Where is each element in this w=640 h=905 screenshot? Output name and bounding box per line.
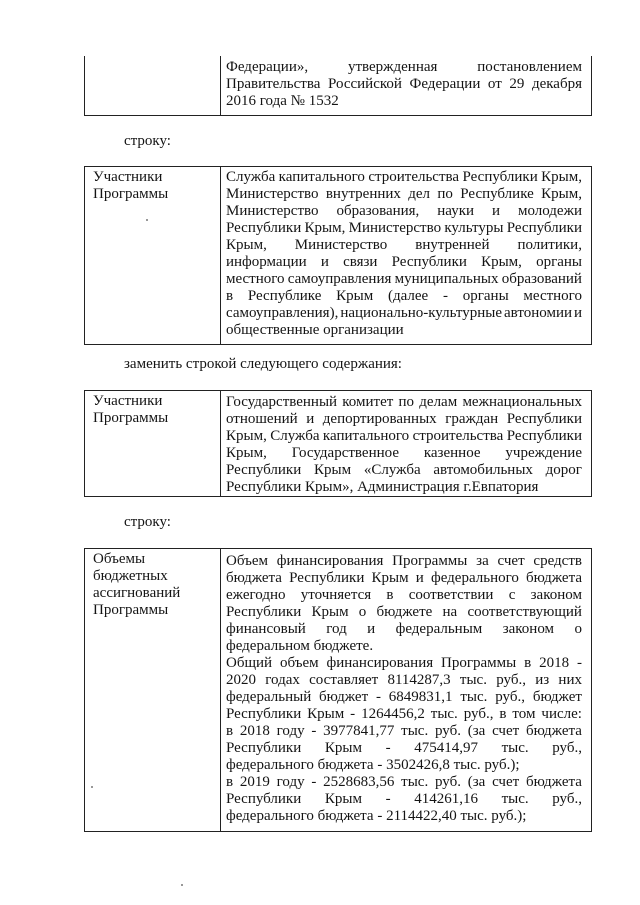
text-word: политики,: [517, 237, 582, 253]
paragraph-stroku-1: строку:: [124, 133, 171, 149]
text-line: [226, 220, 582, 237]
text-word: -: [576, 655, 582, 671]
text-word: тыс.: [430, 706, 458, 722]
text-word: самоуправления: [287, 271, 392, 287]
text-word: -: [375, 689, 381, 705]
text-word: Программы: [392, 553, 468, 569]
text-line: [226, 774, 582, 791]
text-word: 414261,16: [414, 791, 478, 807]
text-word: том: [512, 706, 536, 722]
text-word: капитального: [278, 169, 365, 185]
text-word: в: [226, 723, 234, 739]
text-word: руб.: [434, 723, 461, 739]
text-word: Республики: [226, 462, 302, 478]
text-word: «Служба: [363, 462, 421, 478]
label-line: ассигнований: [93, 585, 181, 601]
text-word: Крым,: [541, 186, 582, 202]
text-word: органы: [462, 288, 509, 304]
table-fragment-text: [226, 59, 582, 110]
text-word: Республике: [460, 186, 534, 202]
text-word: Республики: [226, 706, 302, 722]
text-word: федеральным: [395, 621, 483, 637]
text-word: федерального бюджета - 2114422,40 тыс. руб.);: [226, 808, 527, 824]
label-line: бюджетных: [93, 568, 168, 584]
text-word: Республики: [462, 169, 538, 185]
text-line: [226, 621, 582, 638]
text-word: из: [535, 672, 550, 688]
text-line: [226, 203, 582, 220]
text-word: граждан: [445, 411, 499, 427]
text-word: национально-культурные: [340, 305, 503, 321]
text-word: 6849831,1: [388, 689, 453, 705]
text-word: Крым: [311, 604, 349, 620]
budget-label: [93, 551, 180, 619]
text-word: Объем: [226, 553, 268, 569]
text-word: Программы: [441, 655, 517, 671]
text-word: тыс.: [501, 740, 529, 756]
text-word: годах: [265, 672, 300, 688]
text-word: депортированных: [322, 411, 437, 427]
text-word: Правительства: [226, 76, 321, 92]
text-word: средств: [533, 553, 582, 569]
text-word: внутренних: [325, 186, 401, 202]
text-word: 475414,97: [414, 740, 478, 756]
text-word: федеральный: [226, 689, 312, 705]
text-word: Республики: [506, 411, 582, 427]
text-word: Республики Крым», Администрация г.Евпатория: [226, 479, 539, 495]
text-word: бюджета: [226, 570, 282, 586]
text-word: по: [398, 394, 415, 410]
text-word: счет: [492, 723, 520, 739]
text-line: [226, 706, 582, 723]
text-word: местного: [226, 271, 285, 287]
table-participants-new: [84, 390, 592, 497]
text-word: счет: [497, 553, 525, 569]
text-word: за: [476, 553, 489, 569]
text-word: на: [442, 604, 458, 620]
participants-old-text: [226, 169, 582, 339]
text-word: казенное: [423, 445, 481, 461]
text-word: счет: [492, 774, 520, 790]
text-line: [226, 59, 582, 76]
text-word: учреждение: [505, 445, 582, 461]
text-word: органы: [536, 254, 582, 270]
text-word: Республике: [247, 288, 322, 304]
budget-label-cell: [85, 549, 221, 831]
text-line: [226, 271, 582, 288]
text-word: соответствии: [408, 587, 494, 603]
participants-new-label-cell: [85, 391, 221, 496]
text-word: Министерство: [226, 203, 319, 219]
text-word: отношений: [226, 411, 298, 427]
text-line: [226, 587, 582, 604]
text-word: объем: [279, 655, 319, 671]
text-line: [226, 479, 582, 496]
text-word: постановлением: [477, 59, 582, 75]
text-word: Республики: [506, 428, 582, 444]
text-line: [226, 757, 582, 774]
text-word: финансирования: [326, 655, 434, 671]
paragraph-replace: заменить строкой следующего содержания:: [124, 356, 402, 372]
text-word: Российской: [327, 76, 402, 92]
text-word: -: [311, 774, 317, 790]
text-word: Республики: [226, 220, 302, 236]
text-line: [226, 672, 582, 689]
label-line: Участники: [93, 393, 163, 409]
text-word: Общий: [226, 655, 273, 671]
table-participants-old: [84, 166, 592, 345]
text-word: Крым,: [226, 445, 267, 461]
text-word: (далее: [387, 288, 429, 304]
text-word: тыс.: [401, 723, 429, 739]
text-word: образований: [501, 271, 582, 287]
label-line: Объемы: [93, 551, 146, 567]
text-word: -: [350, 706, 356, 722]
budget-text: [226, 553, 582, 825]
text-word: -: [385, 740, 391, 756]
text-word: образования,: [336, 203, 420, 219]
text-word: строительства: [368, 169, 460, 185]
text-word: Республики: [226, 740, 302, 756]
text-word: финансовый: [226, 621, 306, 637]
text-word: 29: [509, 76, 525, 92]
label-line: Программы: [93, 602, 169, 618]
text-word: и: [306, 411, 315, 427]
scan-speck: [181, 884, 183, 886]
text-word: руб.,: [463, 706, 494, 722]
label-line: Программы: [93, 410, 169, 426]
text-word: Республики: [226, 791, 302, 807]
text-word: федеральном бюджете.: [226, 638, 374, 654]
text-line: [226, 553, 582, 570]
text-word: 2019: [239, 774, 270, 790]
text-line: [226, 570, 582, 587]
scan-speck: [146, 219, 148, 221]
text-word: Республики: [391, 254, 467, 270]
text-word: от: [487, 76, 502, 92]
text-line: [226, 288, 582, 305]
text-word: бюджете: [376, 604, 433, 620]
text-word: (за: [467, 723, 486, 739]
text-word: бюджета: [525, 774, 582, 790]
table-budget: [84, 548, 592, 832]
text-word: бюджета: [525, 723, 582, 739]
text-word: автономии: [503, 305, 572, 321]
text-line: [226, 237, 582, 254]
text-word: году: [276, 774, 305, 790]
text-line: [226, 394, 582, 411]
text-word: Крым: [307, 706, 345, 722]
text-line: [226, 638, 582, 655]
text-line: [226, 428, 582, 445]
text-word: по: [437, 186, 453, 202]
text-line: [226, 604, 582, 621]
text-word: Министерство: [294, 237, 388, 253]
label-line: Программы: [93, 186, 169, 202]
text-word: 2016 года № 1532: [226, 93, 339, 109]
text-word: 8114287,3: [387, 672, 451, 688]
participants-old-label-cell: [85, 167, 221, 344]
text-word: Крым: [324, 791, 362, 807]
text-word: Республики: [289, 570, 365, 586]
participants-new-text: [226, 394, 582, 496]
text-word: бюджета: [526, 570, 582, 586]
text-word: ежегодно: [226, 587, 286, 603]
text-word: Крым,: [481, 254, 522, 270]
text-word: бюджет: [319, 689, 369, 705]
text-word: Государственное: [291, 445, 399, 461]
text-word: году: [276, 723, 305, 739]
text-word: составляет: [309, 672, 379, 688]
text-word: тыс.: [459, 672, 487, 688]
text-word: связи: [343, 254, 378, 270]
text-word: руб.: [434, 774, 461, 790]
text-word: Крым: [324, 740, 362, 756]
text-word: делам: [419, 394, 458, 410]
text-word: соответствующий: [467, 604, 582, 620]
text-word: Крым: [314, 462, 352, 478]
text-word: Республики: [226, 604, 302, 620]
text-word: Министерство: [226, 186, 319, 202]
text-word: внутренней: [415, 237, 490, 253]
text-word: дорог: [545, 462, 582, 478]
text-word: и: [320, 254, 329, 270]
text-word: местного: [523, 288, 582, 304]
text-word: Крым,: [226, 237, 267, 253]
text-word: руб.,: [552, 740, 582, 756]
text-word: 2020: [226, 672, 256, 688]
text-word: руб.,: [495, 689, 525, 705]
text-word: декабря: [531, 76, 582, 92]
text-word: Крым,: [226, 428, 267, 444]
text-word: законом: [530, 587, 582, 603]
text-word: числе:: [541, 706, 582, 722]
text-word: уточняется: [300, 587, 372, 603]
text-word: информации: [226, 254, 307, 270]
text-line: [226, 322, 582, 339]
text-line: [226, 411, 582, 428]
text-word: Крым,: [304, 220, 346, 236]
text-word: автомобильных: [433, 462, 533, 478]
scan-speck: [91, 786, 93, 788]
text-word: Крым: [336, 288, 374, 304]
text-word: -: [442, 288, 448, 304]
text-line: [226, 305, 582, 322]
text-word: в: [226, 288, 234, 304]
text-line: [226, 169, 582, 186]
text-line: [226, 254, 582, 271]
text-word: 2018: [239, 723, 270, 739]
text-word: и: [491, 203, 500, 219]
text-word: -: [311, 723, 317, 739]
participants-old-label: [93, 169, 168, 203]
label-line: Участники: [93, 169, 163, 185]
text-word: и: [415, 570, 424, 586]
text-word: тыс.: [460, 689, 488, 705]
text-word: 2528683,56: [323, 774, 395, 790]
text-line: [226, 723, 582, 740]
participants-new-label: [93, 393, 168, 427]
text-word: законом: [502, 621, 555, 637]
text-word: Крым: [371, 570, 409, 586]
text-word: строительства: [412, 428, 504, 444]
text-line: [226, 808, 582, 825]
text-word: и: [573, 305, 582, 321]
text-word: 2018: [539, 655, 570, 671]
text-word: финансирования: [276, 553, 384, 569]
text-word: федерального бюджета - 3502426,8 тыс. руб.);: [226, 757, 520, 773]
paragraph-stroku-2: строку:: [124, 514, 171, 530]
text-line: [226, 791, 582, 808]
text-word: межнациональных: [462, 394, 582, 410]
text-word: 3977841,77: [323, 723, 395, 739]
text-word: утвержденная: [347, 59, 438, 75]
table-fragment-top: [84, 56, 592, 116]
text-word: о: [358, 604, 367, 620]
text-word: с: [508, 587, 516, 603]
text-word: в: [226, 774, 234, 790]
text-word: тыс.: [401, 774, 429, 790]
text-line: [226, 740, 582, 757]
text-word: самоуправления),: [226, 305, 339, 321]
text-word: Министерство: [348, 220, 442, 236]
text-word: муниципальных: [394, 271, 499, 287]
text-word: комитет: [342, 394, 394, 410]
text-word: Федерации: [409, 76, 481, 92]
text-word: о: [574, 621, 582, 637]
text-word: в: [386, 587, 394, 603]
text-word: Республики: [506, 220, 582, 236]
text-word: и: [367, 621, 376, 637]
text-word: Служба: [226, 169, 276, 185]
text-word: руб.,: [552, 791, 582, 807]
text-word: тыс.: [501, 791, 529, 807]
text-line: [226, 445, 582, 462]
text-word: в: [499, 706, 507, 722]
text-line: [226, 76, 582, 93]
text-word: 1264456,2: [361, 706, 425, 722]
text-word: культуры: [444, 220, 504, 236]
text-word: Крым,: [541, 169, 582, 185]
text-line: [226, 689, 582, 706]
text-word: -: [385, 791, 391, 807]
text-word: Служба: [270, 428, 320, 444]
text-line: [226, 93, 582, 110]
text-word: год: [326, 621, 347, 637]
text-word: Государственный: [226, 394, 338, 410]
text-word: руб.,: [496, 672, 526, 688]
text-word: них: [558, 672, 582, 688]
text-word: Федерации»,: [226, 59, 309, 75]
text-word: в: [524, 655, 532, 671]
text-word: федерального: [430, 570, 519, 586]
text-line: [226, 655, 582, 672]
text-word: молодежи: [517, 203, 582, 219]
text-word: дел: [408, 186, 431, 202]
text-line: [226, 462, 582, 479]
text-word: капитального: [322, 428, 410, 444]
table-fragment-left-cell: [85, 56, 221, 115]
text-line: [226, 186, 582, 203]
text-word: бюджет: [532, 689, 582, 705]
text-word: (за: [467, 774, 486, 790]
text-word: науки: [437, 203, 475, 219]
text-word: общественные организации: [226, 322, 404, 338]
